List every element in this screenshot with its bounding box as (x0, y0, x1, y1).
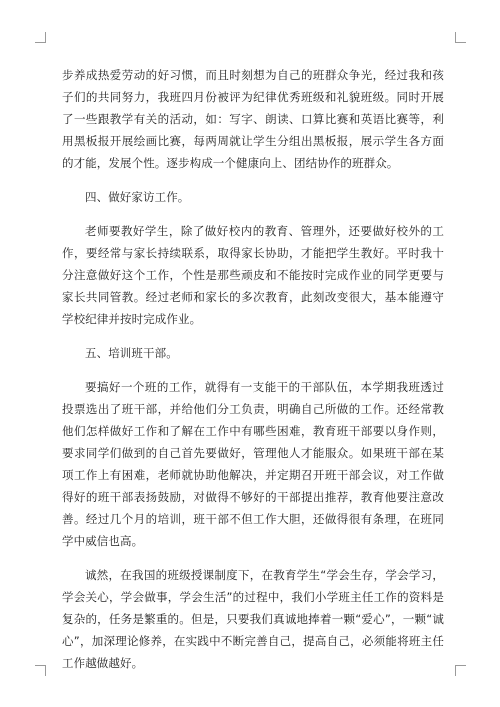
crop-mark-top-left (35, 32, 46, 43)
section-heading-home-visits: 四、做好家访工作。 (85, 190, 190, 204)
paragraph-continuation: 步养成热爱劳动的好习惯，而且时刻想为自己的班群众争光，经过我和孩子们的共同努力，我班四月份被评为纪律优秀班级和礼貌班级。同时开展了一些跟教学有关的活动，如：写字、朗读、口算比赛和英语比赛等，利用黑板报开展绘画比赛，每两周就让学生分组出黑板报，展示学生各方面的才能，发展个性。逐步构成一个健康向上、团结协作的班群众。 (62, 68, 444, 170)
crop-mark-top-right (455, 32, 466, 43)
paragraph-conclusion: 诚然，在我国的班级授课制度下，在教育学生“学会生存，学会学习，学会关心，学会做事，学会生活”的过程中，我们小学班主任工作的资料是复杂的，任务是繁重的。但是，只要我们真诚地捧着一颗“爱心”，一颗“诚心”，加深理论修养，在实践中不断完善自己，提高自己，必须能将班主任工作越做越好。 (62, 568, 444, 670)
crop-mark-bottom-left (35, 665, 46, 676)
crop-mark-bottom-right (455, 665, 466, 676)
paragraph-class-cadres: 要搞好一个班的工作，就得有一支能干的干部队伍，本学期我班透过投票选出了班干部，并给他们分工负责，明确自己所做的工作。还经常教他们怎样做好工作和了解在工作中有哪些困难，教育班干部要以身作则，要求同学们做到的自己首先要做好，管理他人才能服众。如果班干部在某项工作上有困难，老师就协助他解决，并定期召开班干部会议，对工作做得好的班干部表扬鼓励，对做得不够好的干部提出推荐，教育他要注意改善。经过几个月的培训，班干部不但工作大胆，还做得很有条理，在班同学中威信也高。 (62, 380, 444, 548)
section-heading-class-cadres: 五、培训班干部。 (85, 346, 178, 360)
document-body (62, 64, 444, 686)
paragraph-home-visits: 老师要教好学生，除了做好校内的教育、管理外，还要做好校外的工作，要经常与家长持续联系，取得家长协助，才能把学生教好。平时我十分注意做好这个工作，个性是那些顽皮和不能按时完成作业的同学更要与家长共同管教。经过老师和家长的多次教育，此刻改变很大，基本能遵守学校纪律并按时完成作业。 (62, 224, 444, 326)
